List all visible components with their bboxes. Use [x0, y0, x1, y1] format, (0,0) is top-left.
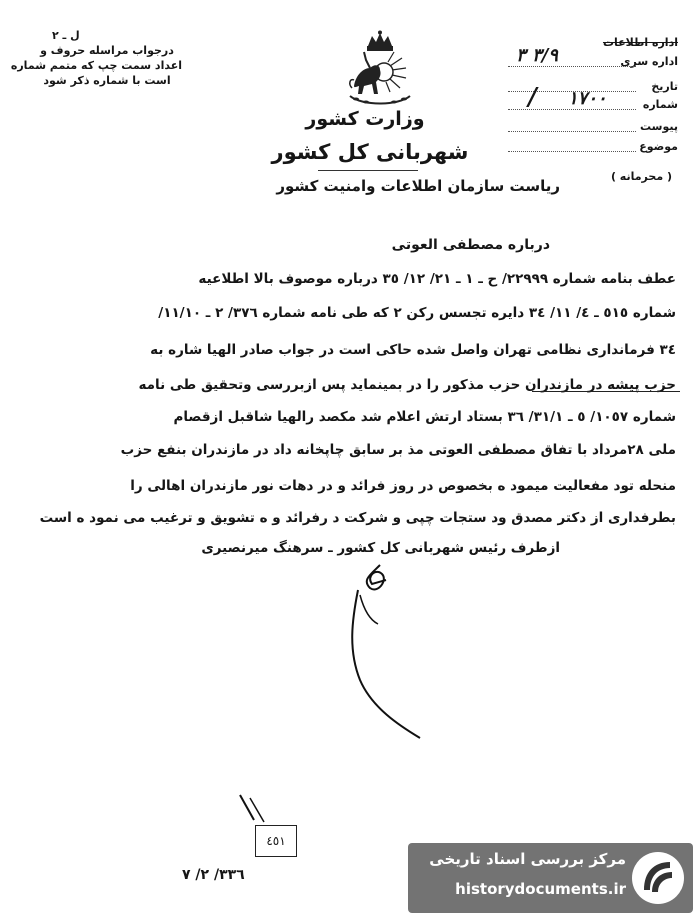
- meta-classified: [508, 45, 678, 71]
- meta-dotted-line: [508, 66, 636, 67]
- body-line: ٣٤ فرماندارى نظامى تهران واصل شده حاکی است در جواب صادر الهیا شاره به: [150, 342, 676, 358]
- note-line: اعداد سمت چپ که متمم شماره: [10, 59, 182, 72]
- body-line: حزب پیشه در مازندران حزب مذکور را در بمینماید پس ازبررسی وتحقیق طی نامه: [138, 377, 676, 393]
- body-line: شماره ١٠٥٧/ ٥ ـ ٣١/١/ ٣٦ بستاد ارتش اعلام شد مکصد رالهیا شاقبل ازقصام: [173, 409, 676, 425]
- meta-slash-mark: /: [528, 82, 537, 111]
- watermark-title: مرکز بررسی اسناد تاریخی: [429, 850, 626, 868]
- meta-dotted-line: [508, 131, 636, 132]
- meta-subject-label: موضوع: [639, 140, 678, 153]
- body-line: ملی ٢٨مرداد با تفاق مصطفی العوتی مذ بر سابق چاپخانه داد در مازندران بنفع حزب: [120, 442, 676, 458]
- meta-dotted-line: [508, 109, 636, 110]
- police-title: شهربانی کل کشور: [271, 140, 469, 164]
- note-code: ل ـ ٢: [52, 29, 80, 42]
- meta-date-label: تاریخ: [651, 80, 678, 93]
- body-line: شماره ٥١٥ ـ ٤/ ١١/ ٣٤ دایره تجسس رکن ٢ که طی نامه شماره ٣٧٦/ ٢ ـ ١١/١٠/: [158, 305, 676, 321]
- body-line: بطرفداری از دکتر مصدق ود ستجات چپی و شرکت د رفرائد و ه تشویق و ترغیب می نمود ه است: [39, 510, 676, 526]
- meta-classified-label: اداره سری: [620, 55, 678, 68]
- note-line: است با شماره ذکر شود: [43, 74, 171, 87]
- handwritten-signature-icon: [300, 550, 450, 750]
- meta-number-label: شماره: [642, 98, 678, 111]
- watermark-url: historydocuments.ir: [455, 880, 626, 898]
- meta-classified-value: ٣/٩ ٣: [516, 45, 558, 66]
- body-line: عطف بنامه شماره ٢٢٩٩٩/ ح ـ ١ ـ ٢١/ ١٢/ ٣٥ درباره موصوف بالا اطلاعیه: [198, 271, 676, 287]
- body-line: منحله تود مفعالیت میمود ه بخصوص در روز فرائد و در دهات نور مازندران اهالی را: [130, 478, 676, 494]
- meta-number-value: ١٧٠٠: [568, 88, 607, 109]
- handwritten-underline: [532, 391, 680, 392]
- meta-number: [508, 88, 678, 114]
- meta-dotted-line: [508, 151, 636, 152]
- subject-line: درباره مصطفی العوتی: [391, 237, 550, 253]
- addressee: ریاست سازمان اطلاعات وامنیت کشور: [276, 177, 560, 195]
- boxed-reference-number: ٤٥١: [255, 825, 297, 857]
- archive-logo-icon: [630, 850, 686, 906]
- reply-instruction-note: [10, 28, 182, 88]
- archive-number: ٣٣٦/ ٢/ ٧: [182, 867, 245, 883]
- meta-attachment-label: پیوست: [640, 120, 678, 133]
- signatory-line: ازطرف رئیس شهربانی کل کشور ـ سرهنگ میرنصیری: [201, 540, 560, 556]
- title-underline: [318, 170, 418, 171]
- lion-and-sun-emblem-icon: [340, 30, 420, 110]
- meta-subject: [508, 140, 678, 156]
- confidential-mark: ( محرمانه ): [610, 170, 672, 183]
- meta-attachment: [508, 120, 678, 136]
- ministry-title: وزارت کشور: [305, 108, 425, 130]
- note-line: درجواب مراسله حروف و: [40, 44, 174, 57]
- meta-unit-label: اداره اطلاعات: [602, 36, 678, 49]
